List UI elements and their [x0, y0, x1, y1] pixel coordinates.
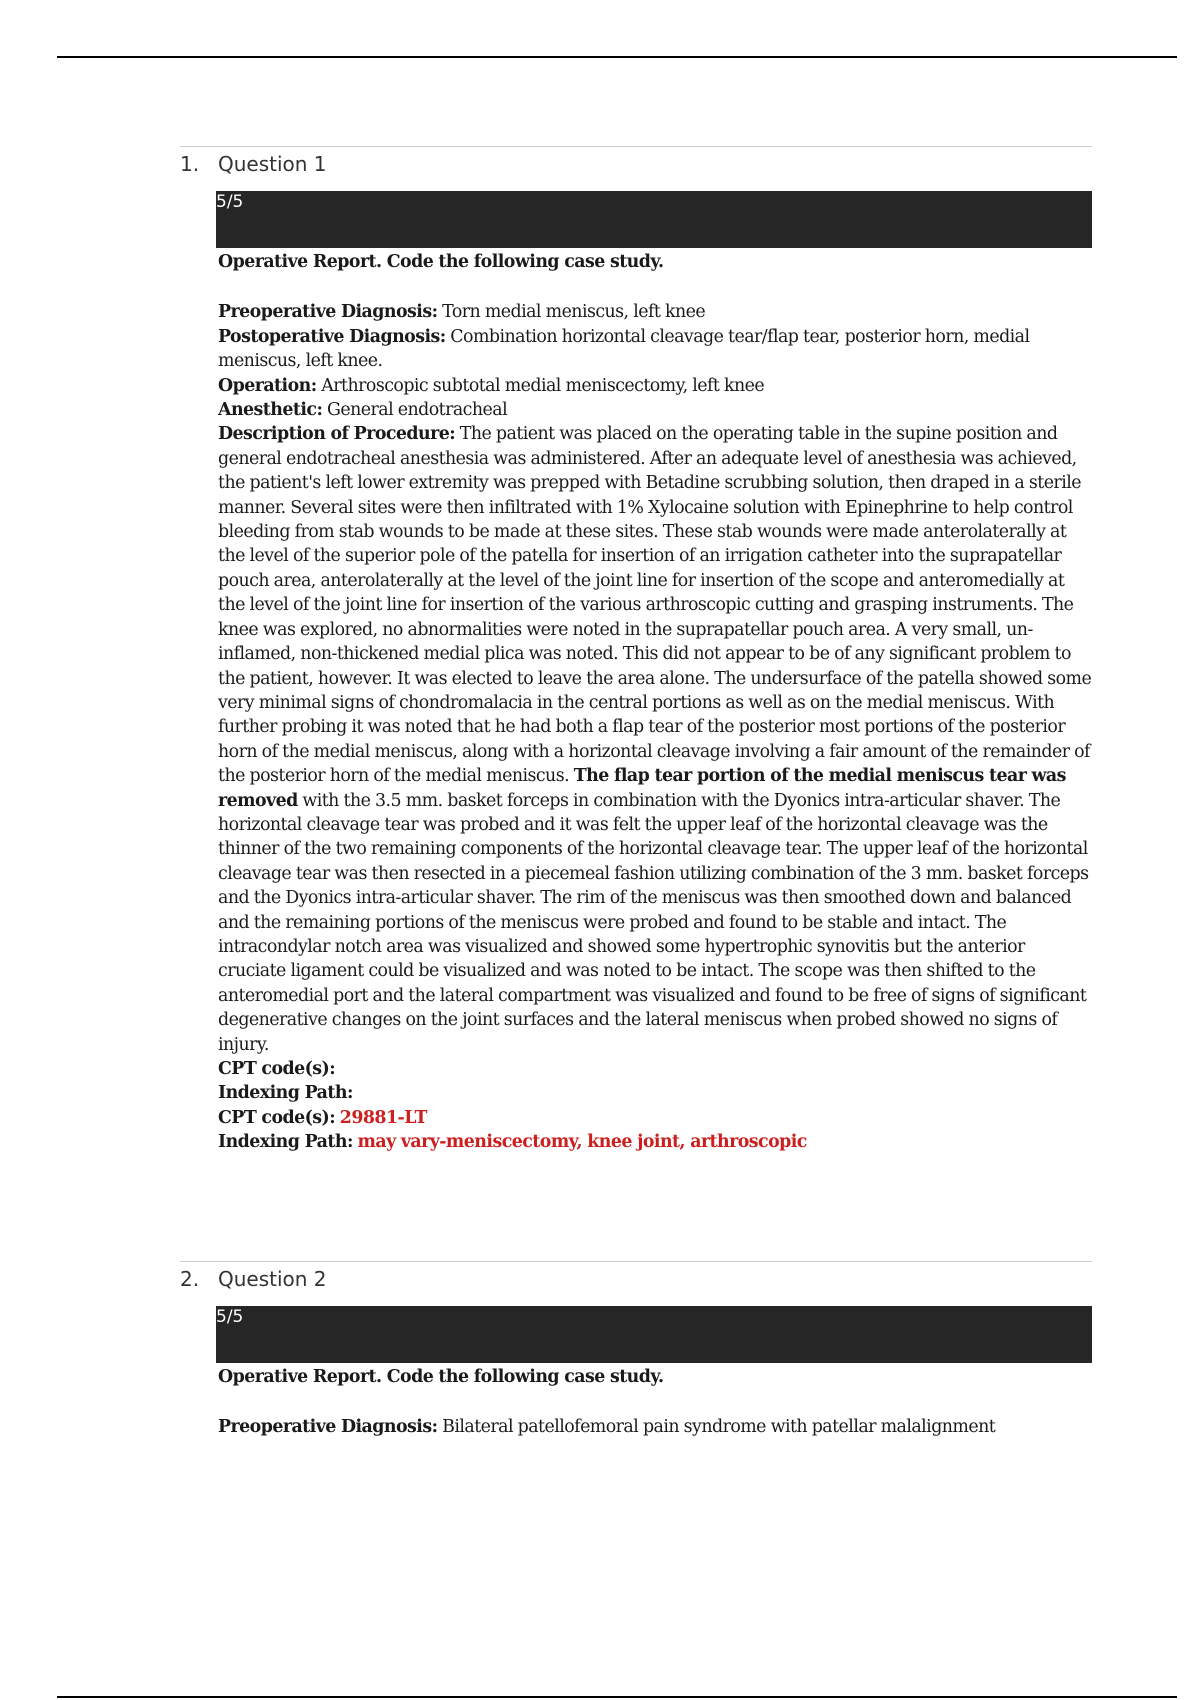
procedure-description: Description of Procedure: The patient was placed on the operating table in the supine position and general endotracheal anesthesia was administered. After an adequate level of anesthesia was achieved, the patient's left lower extremity was prepped with Betadine scrubbing solution, then draped in a sterile manner. Several sites were then infiltrated with 1% Xylocaine solution with Epinephrine to help control bleeding from stab wounds to be made at these sites. These stab wounds were made anterolaterally at the level of the superior pole of the patella for insertion of an irrigation catheter into the suprapatellar pouch area, anterolaterally at the level of the joint line for insertion of the scope and anteromedially at the level of the joint line for insertion of the various arthroscopic cutting and grasping instruments. The knee was explored, no abnormalities were noted in the suprapatellar pouch area. A very small, un-inflamed, non-thickened medial plica was noted. This did not appear to be of any significant problem to the patient, however. It was elected to leave the area alone. The undersurface of the patella showed some very minimal signs of chondromalacia in the central portions as well as on the medial meniscus. With further probing it was noted that he had both a flap tear of the posterior most portions of the posterior horn of the medial meniscus, along with a horizontal cleavage involving a fair amount of the remainder of the posterior horn of the medial meniscus. The flap tear portion of the medial meniscus tear was removed with the 3.5 mm. basket forceps in combination with the Dyonics intra-articular shaver. The horizontal cleavage tear was probed and it was felt the upper leaf of the horizontal cleavage was the thinner of the two remaining components of the horizontal cleavage tear. The upper leaf of the horizontal cleavage tear was then resected in a piecemeal fashion utilizing combination of the 3 mm. basket forceps and the Dyonics intra-articular shaver. The rim of the meniscus was then smoothed down and balanced and the remaining portions of the meniscus were probed and found to be stable and intact. The intracondylar notch area was visualized and showed some hypertrophic synovitis but the anterior cruciate ligament could be visualized and was noted to be intact. The scope was then shifted to the anteromedial port and the lateral compartment was visualized and found to be free of signs of significant degenerative changes on the joint surfaces and the lateral meniscus when probed showed no signs of injury.	[218, 424, 1092, 1055]
cpt-code-answer: CPT code(s): 29881-LT	[218, 1107, 427, 1128]
postop-diagnosis: Postoperative Diagnosis: Combination horizontal cleavage tear/flap tear, posterior horn, medial meniscus, left knee.	[218, 326, 1030, 372]
question-content	[218, 250, 1092, 1155]
cpt-code-label: CPT code(s):	[218, 1059, 336, 1079]
indexing-path-answer: Indexing Path: may vary-meniscectomy, knee joint, arthroscopic	[218, 1132, 807, 1153]
question-number: 1.	[180, 152, 200, 176]
page-bottom-rule	[57, 1696, 1177, 1698]
preop-diagnosis: Preoperative Diagnosis: Torn medial meniscus, left knee	[218, 302, 706, 323]
question-1	[180, 146, 1092, 1155]
question-title: Question 2	[218, 1267, 327, 1291]
anesthetic: Anesthetic: General endotracheal	[218, 400, 508, 421]
operation: Operation: Arthroscopic subtotal medial meniscectomy, left knee	[218, 375, 765, 396]
question-2	[180, 1261, 1092, 1440]
case-title: Operative Report. Code the following case study.	[218, 252, 664, 272]
question-content	[218, 1365, 1092, 1440]
question-heading	[180, 1262, 1092, 1296]
case-title: Operative Report. Code the following case study.	[218, 1367, 664, 1387]
score-value: 5/5	[216, 192, 244, 212]
score-value: 5/5	[216, 1307, 244, 1327]
preop-diagnosis: Preoperative Diagnosis: Bilateral patellofemoral pain syndrome with patellar malalignment	[218, 1417, 996, 1438]
question-number: 2.	[180, 1267, 200, 1291]
score-bar	[216, 191, 1092, 248]
score-bar	[216, 1306, 1092, 1363]
indexing-path-label: Indexing Path:	[218, 1083, 353, 1104]
page-top-rule	[57, 56, 1177, 58]
question-heading	[180, 147, 1092, 181]
question-title: Question 1	[218, 152, 327, 176]
